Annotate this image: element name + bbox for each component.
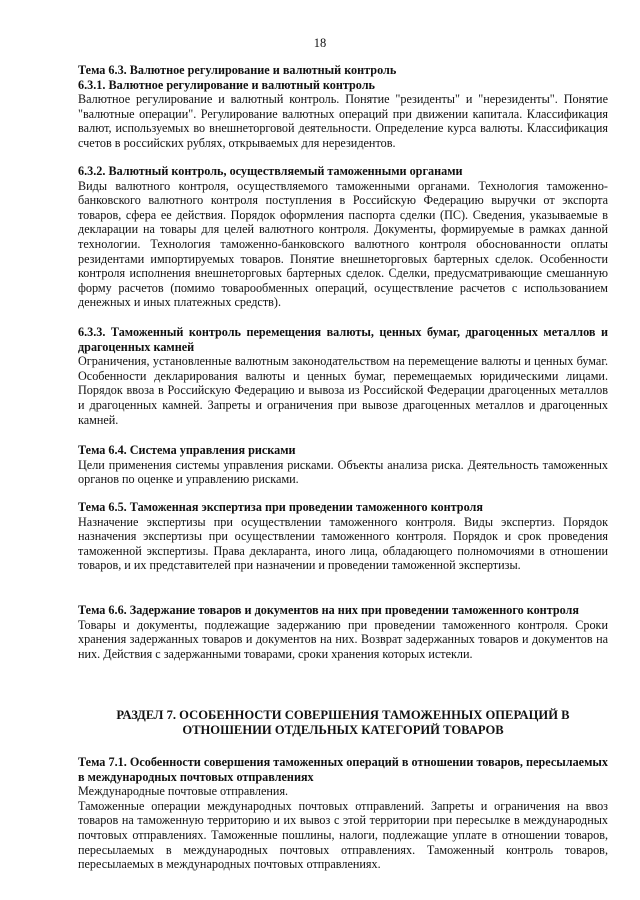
topic-6-5-text: Назначение экспертизы при осуществлении таможенного контроля. Виды экспертиз. Порядок назначения экспертизы при осуществлении таможенного контроля. Порядок и срок проведения таможенной экспертизы. Права декларанта, иного лица, обладающего полномочиями в отношении товаров, и их представителей при назначении и проведении таможенной экспертизы. (78, 514, 608, 573)
subtopic-6-3-3 (78, 325, 608, 427)
subtopic-6-3-2-text: Виды валютного контроля, осуществляемого таможенными органами. Технология таможенно-банковского валютного контроля поступления в Российскую Федерацию выручки от экспорта товаров, сфера ее действия. Порядок оформления паспорта сделки (ПС). Сведения, указываемые в декларации на товары для целей валютного контроля. Документы, формируемые в рамках данной технологии. Технология таможенно-банковского валютного контроля обоснованности оплаты резидентами импортируемых товаров. Понятие внешнеторговых бартерных сделок. Особенности контроля исполнения внешнеторговых бартерных сделок. Сделки, предусматривающие смешанную форму расчетов (помимо товарообменных операций, осуществление расчетов с использованием денежных и иных платежных средств). (78, 178, 608, 310)
subtopic-6-3-1-title: 6.3.1. Валютное регулирование и валютный контроль (78, 77, 376, 92)
topic-6-3-title: Тема 6.3. Валютное регулирование и валютный контроль (78, 63, 397, 77)
topic-6-3 (78, 63, 608, 151)
topic-6-5-title: Тема 6.5. Таможенная экспертиза при проведении таможенного контроля (78, 500, 483, 514)
subtopic-6-3-2-title: 6.3.2. Валютный контроль, осуществляемый таможенными органами (78, 164, 463, 178)
topic-6-4 (78, 443, 608, 487)
topic-7-1-title: Тема 7.1. Особенности совершения таможенных операций в отношении товаров, пересылаемых в международных почтовых отправлениях (78, 755, 608, 784)
topic-6-6-text: Товары и документы, подлежащие задержанию при проведении таможенного контроля. Сроки хранения задержанных товаров и документов на них. Возврат задержанных товаров и документов на них. Действия с задержанными товарами, сроки хранения которых истекли. (78, 617, 608, 661)
topic-7-1 (78, 755, 608, 872)
subtopic-6-3-1-text: Валютное регулирование и валютный контроль. Понятие "резиденты" и "нерезиденты". Понятие "валютные операции". Регулирование валютных операций при движении капитала. Классификация валют, используемых во внешнеторговой деятельности. Определение курса валюты. Классификация счетов в российских рублях, открываемых для нерезидентов. (78, 92, 608, 150)
topic-7-1-line: Международные почтовые отправления. (78, 784, 289, 799)
section-7-heading (78, 708, 608, 738)
topic-6-4-text: Цели применения системы управления рисками. Объекты анализа риска. Деятельность таможенных органов по оценке и управлению рисками. (78, 457, 608, 487)
subtopic-6-3-3-text: Ограничения, установленные валютным законодательством на перемещение валюты и ценных бумаг. Особенности декларирования валюты и ценных бумаг, перемещаемых юридическими лицами. Порядок ввоза в Российскую Федерацию и вывоза из Российской Федерации драгоценных металлов и драгоценных камней. Запреты и ограничения при вывозе драгоценных металлов и драгоценных камней. (78, 354, 608, 427)
subtopic-6-3-3-title: 6.3.3. Таможенный контроль перемещения валюты, ценных бумаг, драгоценных металлов и драгоценных камней (78, 325, 608, 354)
topic-6-6-title: Тема 6.6. Задержание товаров и документов на них при проведении таможенного контроля (78, 603, 579, 617)
topic-6-4-title: Тема 6.4. Система управления рисками (78, 443, 296, 457)
topic-6-6 (78, 603, 608, 661)
page-number: 18 (313, 36, 327, 50)
subtopic-6-3-2 (78, 164, 608, 310)
topic-7-1-text: Таможенные операции международных почтовых отправлений. Запреты и ограничения на ввоз товаров на таможенную территорию и их вывоз с этой территории при пересылке в международных почтовых отправлениях. Таможенные пошлины, налоги, подлежащие уплате в отношении товаров, пересылаемых в международных почтовых отправлениях. Таможенный контроль товаров, пересылаемых в международных почтовых отправлениях. (78, 798, 608, 872)
section-7-heading-line-1: РАЗДЕЛ 7. ОСОБЕННОСТИ СОВЕРШЕНИЯ ТАМОЖЕННЫХ ОПЕРАЦИЙ В (116, 708, 570, 722)
section-7-heading-line-2: ОТНОШЕНИИ ОТДЕЛЬНЫХ КАТЕГОРИЙ ТОВАРОВ (182, 723, 504, 737)
topic-6-5 (78, 500, 608, 573)
